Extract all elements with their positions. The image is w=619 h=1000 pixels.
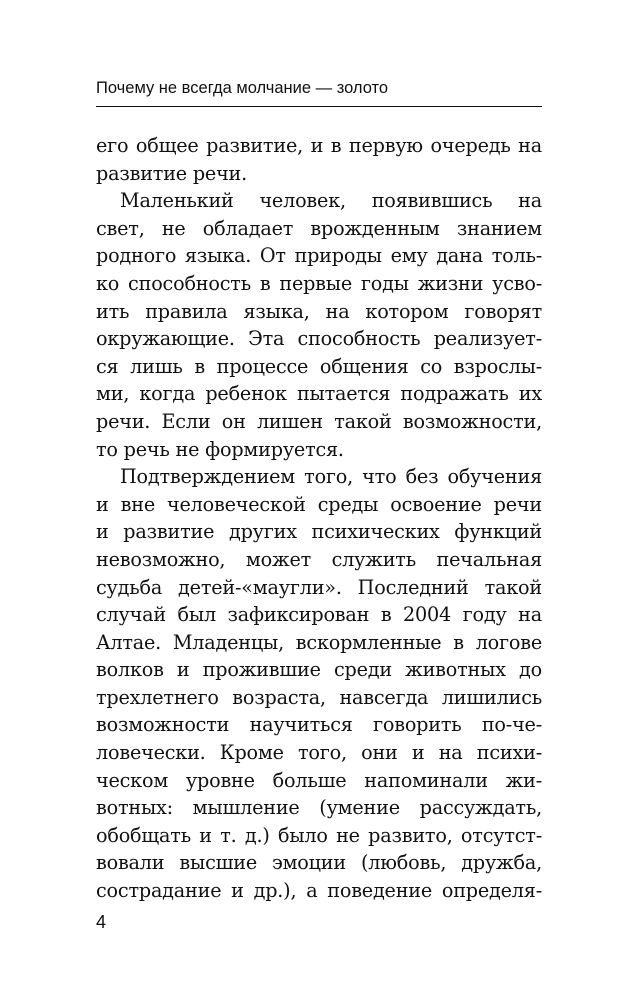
text-line: Маленький человек, появившись на [120,189,542,213]
text-line: его общее развитие, и в первую очередь на [96,134,542,157]
text-line: Алтае. Младенцы, вскормленные в логове [96,630,542,654]
text-line: родного языка. От природы ему дана толь- [96,244,542,268]
running-head: Почему не всегда молчание — золото [96,79,389,97]
page-number: 4 [96,912,107,932]
text-line: трехлетнего возраста, навсегда лишились [96,685,542,709]
text-line: сострадание и др.), а поведение определя- [96,879,542,903]
text-line: невозможно, может служить печальная [96,547,542,571]
text-line: ми, когда ребенок пытается подражать их [96,382,542,406]
text-line: развитие речи. [96,161,248,185]
text-line: ить правила языка, на котором говорят [96,299,542,323]
text-line: судьба детей-«маугли». Последний такой [96,575,542,599]
text-line: ческом уровне больше напоминали жи- [96,768,542,792]
text-line: и вне человеческой среды освоение речи [96,492,542,516]
text-line: ко способность в первые годы жизни усво- [96,271,542,295]
header-rule [96,106,542,107]
text-line: случай был зафиксирован в 2004 году на [96,603,542,627]
text-line: вовали высшие эмоции (любовь, дружба, [96,851,542,875]
text-line: ся лишь в процессе общения со взрослы- [96,354,542,378]
text-line: волков и прожившие среди животных до [96,658,542,682]
text-line: речи. Если он лишен такой возможности, [96,409,542,433]
text-line: возможности научиться говорить по-че- [96,713,542,737]
text-line: то речь не формируется. [96,437,344,461]
text-line: обобщать и т. д.) было не развито, отсутст- [96,823,542,847]
text-line: вотных: мышление (умение рассуждать, [96,796,542,820]
text-line: Подтверждением того, что без обучения [120,465,542,489]
text-line: и развитие других психических функций [96,520,542,544]
text-line: окружающие. Эта способность реализует- [96,327,542,351]
body-text [96,132,542,905]
text-line: ловечески. Кроме того, они и на психи- [96,741,542,765]
text-line: свет, не обладает врожденным знанием [96,216,542,240]
